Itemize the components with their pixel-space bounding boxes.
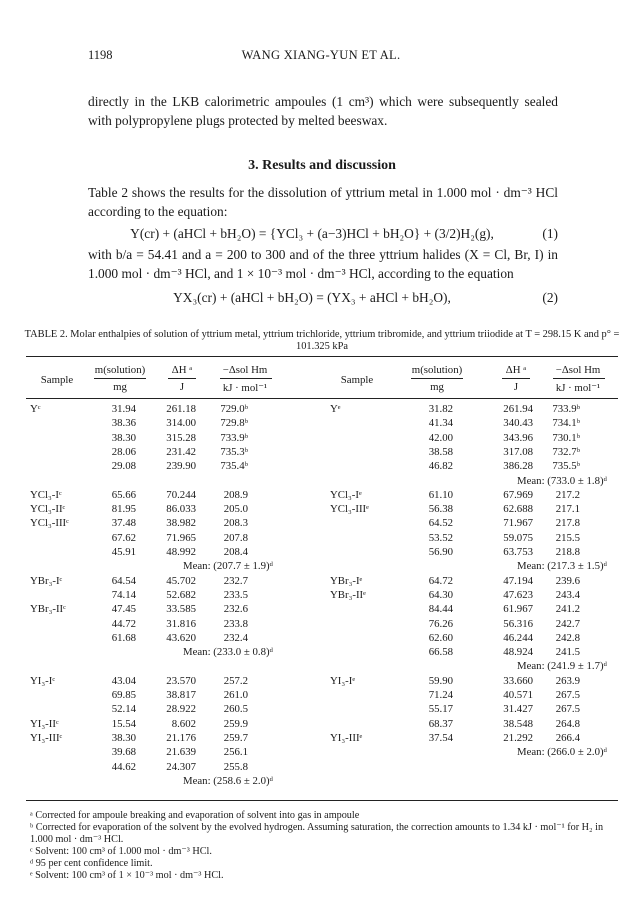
header-mass-unit-right: mg [430, 381, 444, 393]
mass-value: 38.30 [111, 431, 136, 444]
header-sample-left: Sample [40, 374, 74, 386]
molar-enthalpy-value: 242.8 [555, 631, 580, 644]
molar-enthalpy-value: 208.9 [223, 488, 248, 501]
mass-value: 67.62 [111, 531, 136, 544]
sample-label: YBr₃-Iᶜ [30, 574, 63, 587]
mass-value: 59.90 [428, 674, 453, 687]
equation-1-text: Y(cr) + (aHCl + bH₂O) = {YCl₃ + (a−3)HCl + bH₂O} + (3/2)H₂(g), [130, 226, 494, 241]
molar-enthalpy-value: 735.5ᵇ [552, 460, 580, 473]
molar-enthalpy-value: 217.8 [555, 517, 580, 530]
enthalpy-value: 46.244 [503, 631, 533, 644]
molar-enthalpy-value: 208.4 [223, 546, 248, 558]
sample-label: YI₃-Iᶜ [30, 674, 56, 687]
molar-enthalpy-value: 267.5 [555, 689, 580, 701]
molar-enthalpy-value: 232.7 [223, 574, 248, 587]
enthalpy-value: 63.753 [503, 546, 533, 558]
header-dsol-unit-left: kJ · mol⁻¹ [222, 382, 268, 394]
enthalpy-value: 61.967 [503, 603, 533, 616]
enthalpy-value: 31.816 [166, 617, 196, 630]
footnote: ᵉ Solvent: 100 cm³ of 1 × 10⁻³ mol · dm⁻³ HCl. [30, 870, 224, 881]
body-paragraph-2: with b/a = 54.41 and a = 200 to 300 and of the three yttrium halides (X = Cl, Br, I) in 1.000 mol · dm⁻³ HCl, and 1 × 10⁻³ mol · dm⁻³ HCl, according to the equation [88, 247, 558, 281]
table-top-rule [26, 356, 618, 357]
header-dh-right: ΔH ᵃ [505, 364, 527, 376]
intro-paragraph: directly in the LKB calorimetric ampoules (1 cm³) which were subsequently sealed with polypropylene plugs protected by melted beeswax. [88, 94, 558, 128]
enthalpy-value: 261.18 [166, 403, 196, 415]
molar-enthalpy-value: 233.5 [223, 588, 248, 601]
mass-value: 64.72 [428, 574, 453, 587]
mean-value: Mean: (207.7 ± 1.9)ᵈ [183, 560, 273, 573]
molar-enthalpy-value: 217.2 [555, 488, 580, 501]
molar-enthalpy-value: 215.5 [555, 531, 580, 544]
mass-value: 38.36 [111, 417, 136, 430]
molar-enthalpy-value: 218.8 [555, 546, 580, 558]
molar-enthalpy-value: 241.2 [555, 603, 580, 616]
header-sample-right: Sample [340, 374, 374, 386]
mass-value: 41.34 [428, 417, 453, 430]
molar-enthalpy-value: 729.0ᵇ [220, 403, 248, 415]
molar-enthalpy-value: 733.9ᵇ [220, 431, 248, 444]
molar-enthalpy-value: 259.7 [223, 731, 248, 744]
mass-value: 71.24 [428, 689, 453, 701]
enthalpy-value: 33.585 [166, 603, 196, 616]
header-dsol-left: −Δsol Hm [222, 364, 268, 376]
enthalpy-value: 343.96 [503, 431, 533, 444]
header-underline [168, 378, 196, 379]
mass-value: 42.00 [428, 431, 453, 444]
mass-value: 64.54 [111, 574, 136, 587]
header-underline [94, 378, 146, 379]
enthalpy-value: 45.702 [166, 574, 196, 587]
mean-value: Mean: (258.6 ± 2.0)ᵈ [183, 774, 273, 787]
molar-enthalpy-value: 242.7 [555, 617, 580, 630]
molar-enthalpy-value: 255.8 [223, 760, 248, 773]
mass-value: 52.14 [111, 703, 136, 716]
enthalpy-value: 67.969 [503, 488, 533, 501]
mass-value: 37.48 [111, 517, 136, 530]
molar-enthalpy-value: 730.1ᵇ [552, 431, 580, 444]
footnote: ᵃ Corrected for ampoule breaking and evaporation of solvent into gas in ampoule [30, 810, 360, 821]
mass-value: 53.52 [428, 531, 453, 544]
header-mass-left: m(solution) [94, 364, 146, 376]
mass-value: 31.94 [111, 403, 136, 415]
header-dh-left: ΔH ᵃ [171, 364, 193, 376]
table-header-rule [26, 398, 618, 399]
mass-value: 56.38 [428, 503, 453, 516]
mass-value: 62.60 [428, 631, 453, 644]
mass-value: 46.82 [428, 460, 453, 473]
enthalpy-value: 314.00 [166, 417, 196, 430]
mass-value: 47.45 [111, 603, 136, 616]
molar-enthalpy-value: 243.4 [555, 588, 580, 601]
enthalpy-value: 21.292 [503, 731, 533, 744]
enthalpy-value: 48.924 [503, 646, 533, 659]
sample-label: Yᶜ [30, 403, 41, 415]
enthalpy-value: 8.602 [171, 717, 196, 730]
molar-enthalpy-value: 257.2 [223, 674, 248, 687]
molar-enthalpy-value: 260.5 [223, 703, 248, 716]
molar-enthalpy-value: 208.3 [223, 517, 248, 530]
enthalpy-value: 340.43 [503, 417, 533, 430]
enthalpy-value: 62.688 [503, 503, 533, 516]
enthalpy-value: 59.075 [503, 531, 533, 544]
sample-label: YBr₃-Iᵉ [330, 574, 363, 587]
header-dh-unit-right: J [513, 381, 519, 393]
molar-enthalpy-value: 264.8 [555, 717, 580, 730]
mass-value: 69.85 [111, 689, 136, 701]
sample-label: YBr₃-IIᵉ [330, 588, 366, 601]
mass-value: 45.91 [111, 546, 136, 558]
sample-label: YI₃-IIIᵉ [330, 731, 363, 744]
enthalpy-value: 71.967 [503, 517, 533, 530]
mass-value: 38.30 [111, 731, 136, 744]
header-underline [502, 378, 530, 379]
sample-label: YBr₃-IIᶜ [30, 603, 66, 616]
equation-1-number: (1) [542, 226, 558, 241]
enthalpy-value: 56.316 [503, 617, 533, 630]
enthalpy-value: 70.244 [166, 488, 196, 501]
section-title: 3. Results and discussion [248, 158, 396, 173]
molar-enthalpy-value: 241.5 [555, 646, 580, 659]
mass-value: 37.54 [428, 731, 453, 744]
sample-label: YCl₃-Iᶜ [30, 488, 62, 501]
sample-label: YI₃-IIᶜ [30, 717, 59, 730]
molar-enthalpy-value: 732.7ᵇ [552, 445, 580, 458]
table-footnotes [30, 810, 620, 882]
mean-value: Mean: (241.9 ± 1.7)ᵈ [517, 660, 607, 673]
header-mass-right: m(solution) [411, 364, 463, 376]
molar-enthalpy-value: 266.4 [555, 731, 580, 744]
mass-value: 29.08 [111, 460, 136, 473]
enthalpy-value: 261.94 [503, 403, 533, 415]
mass-value: 43.04 [111, 674, 136, 687]
mean-value: Mean: (217.3 ± 1.5)ᵈ [517, 560, 607, 573]
page-number: 1198 [88, 48, 113, 62]
running-head: WANG XIANG-YUN ET AL. [241, 48, 401, 62]
mass-value: 64.52 [428, 517, 453, 530]
enthalpy-value: 86.033 [166, 503, 196, 516]
molar-enthalpy-value: 267.5 [555, 703, 580, 716]
header-dsol-unit-right: kJ · mol⁻¹ [555, 382, 601, 394]
enthalpy-value: 315.28 [166, 431, 196, 444]
mean-value: Mean: (733.0 ± 1.8)ᵈ [517, 474, 607, 487]
enthalpy-value: 38.982 [166, 517, 196, 530]
molar-enthalpy-value: 733.9ᵇ [552, 403, 580, 415]
enthalpy-value: 38.548 [503, 717, 533, 730]
mass-value: 38.58 [428, 445, 453, 458]
enthalpy-value: 28.922 [166, 703, 196, 716]
enthalpy-value: 231.42 [166, 445, 196, 458]
mass-value: 55.17 [428, 703, 453, 716]
mass-value: 31.82 [428, 403, 453, 415]
molar-enthalpy-value: 735.3ᵇ [220, 445, 248, 458]
molar-enthalpy-value: 261.0 [223, 689, 248, 701]
table-bottom-rule [26, 800, 618, 801]
molar-enthalpy-value: 232.6 [223, 603, 248, 616]
sample-label: Yᵉ [330, 403, 341, 415]
mass-value: 39.68 [111, 746, 136, 759]
header-dsol-right: −Δsol Hm [555, 364, 601, 376]
molar-enthalpy-value: 734.1ᵇ [552, 417, 580, 430]
mass-value: 66.58 [428, 646, 453, 659]
molar-enthalpy-value: 729.8ᵇ [220, 417, 248, 430]
mass-value: 65.66 [111, 488, 136, 501]
enthalpy-value: 33.660 [503, 674, 533, 687]
molar-enthalpy-value: 233.8 [223, 617, 248, 630]
enthalpy-value: 24.307 [166, 760, 196, 773]
sample-label: YCl₃-IIIᶜ [30, 517, 69, 530]
enthalpy-value: 52.682 [166, 588, 196, 601]
molar-enthalpy-value: 263.9 [555, 674, 580, 687]
equation-2-number: (2) [542, 290, 558, 305]
footnote: ᵇ Corrected for evaporation of the solvent by the evolved hydrogen. Assuming saturation, the correction amounts to 1.34 kJ · mol⁻¹ for H₂ in 1.000 mol · dm⁻³ HCl. [30, 822, 604, 845]
enthalpy-value: 48.992 [166, 546, 196, 558]
enthalpy-value: 386.28 [503, 460, 533, 473]
header-dh-unit-left: J [179, 381, 185, 393]
mass-value: 61.68 [111, 631, 136, 644]
enthalpy-value: 38.817 [166, 689, 196, 701]
molar-enthalpy-value: 259.9 [223, 717, 248, 730]
enthalpy-value: 31.427 [503, 703, 533, 716]
enthalpy-value: 239.90 [166, 460, 196, 473]
molar-enthalpy-value: 207.8 [223, 531, 248, 544]
enthalpy-value: 40.571 [503, 689, 533, 701]
mass-value: 15.54 [111, 717, 136, 730]
molar-enthalpy-value: 217.1 [555, 503, 580, 516]
enthalpy-value: 71.965 [166, 531, 196, 544]
mass-value: 84.44 [428, 603, 453, 616]
molar-enthalpy-value: 239.6 [555, 574, 580, 587]
table-caption: TABLE 2. Molar enthalpies of solution of yttrium metal, yttrium trichloride, yttrium tribromide, and yttrium triiodide at T = 298.15 K and p° = 101.325 kPa [24, 329, 620, 352]
mean-value: Mean: (233.0 ± 0.8)ᵈ [183, 646, 273, 659]
enthalpy-value: 21.176 [166, 731, 196, 744]
enthalpy-value: 47.623 [503, 588, 533, 601]
mass-value: 81.95 [111, 503, 136, 516]
mass-value: 64.30 [428, 588, 453, 601]
header-underline [411, 378, 463, 379]
enthalpy-value: 317.08 [503, 445, 533, 458]
header-underline [220, 378, 272, 379]
molar-enthalpy-value: 232.4 [223, 631, 248, 644]
equation-2-text: YX₃(cr) + (aHCl + bH₂O) = (YX₃ + aHCl + bH₂O), [173, 290, 451, 305]
footnote: ᵈ 95 per cent confidence limit. [30, 858, 153, 869]
mass-value: 44.62 [111, 760, 136, 773]
header-mass-unit-left: mg [113, 381, 127, 393]
sample-label: YCl₃-Iᵉ [330, 488, 362, 501]
mass-value: 68.37 [428, 717, 453, 730]
mass-value: 76.26 [428, 617, 453, 630]
mass-value: 74.14 [111, 588, 136, 601]
mass-value: 28.06 [111, 445, 136, 458]
enthalpy-value: 23.570 [166, 674, 196, 687]
enthalpy-value: 47.194 [503, 574, 533, 587]
footnote: ᶜ Solvent: 100 cm³ of 1.000 mol · dm⁻³ HCl. [30, 846, 212, 857]
sample-label: YI₃-IIIᶜ [30, 731, 63, 744]
mass-value: 61.10 [428, 488, 453, 501]
body-paragraph-1: Table 2 shows the results for the dissolution of yttrium metal in 1.000 mol · dm⁻³ HCl according to the equation: [88, 185, 558, 219]
header-underline [553, 378, 605, 379]
sample-label: YCl₃-IIᶜ [30, 503, 66, 516]
molar-enthalpy-value: 205.0 [223, 503, 248, 516]
enthalpy-value: 21.639 [166, 746, 196, 759]
mass-value: 56.90 [428, 546, 453, 558]
mean-value: Mean: (266.0 ± 2.0)ᵈ [517, 746, 607, 759]
mass-value: 44.72 [111, 617, 136, 630]
molar-enthalpy-value: 735.4ᵇ [220, 460, 248, 473]
sample-label: YI₃-Iᵉ [330, 674, 356, 687]
molar-enthalpy-value: 256.1 [223, 746, 248, 759]
enthalpy-value: 43.620 [166, 631, 196, 644]
sample-label: YCl₃-IIIᵉ [330, 503, 369, 516]
